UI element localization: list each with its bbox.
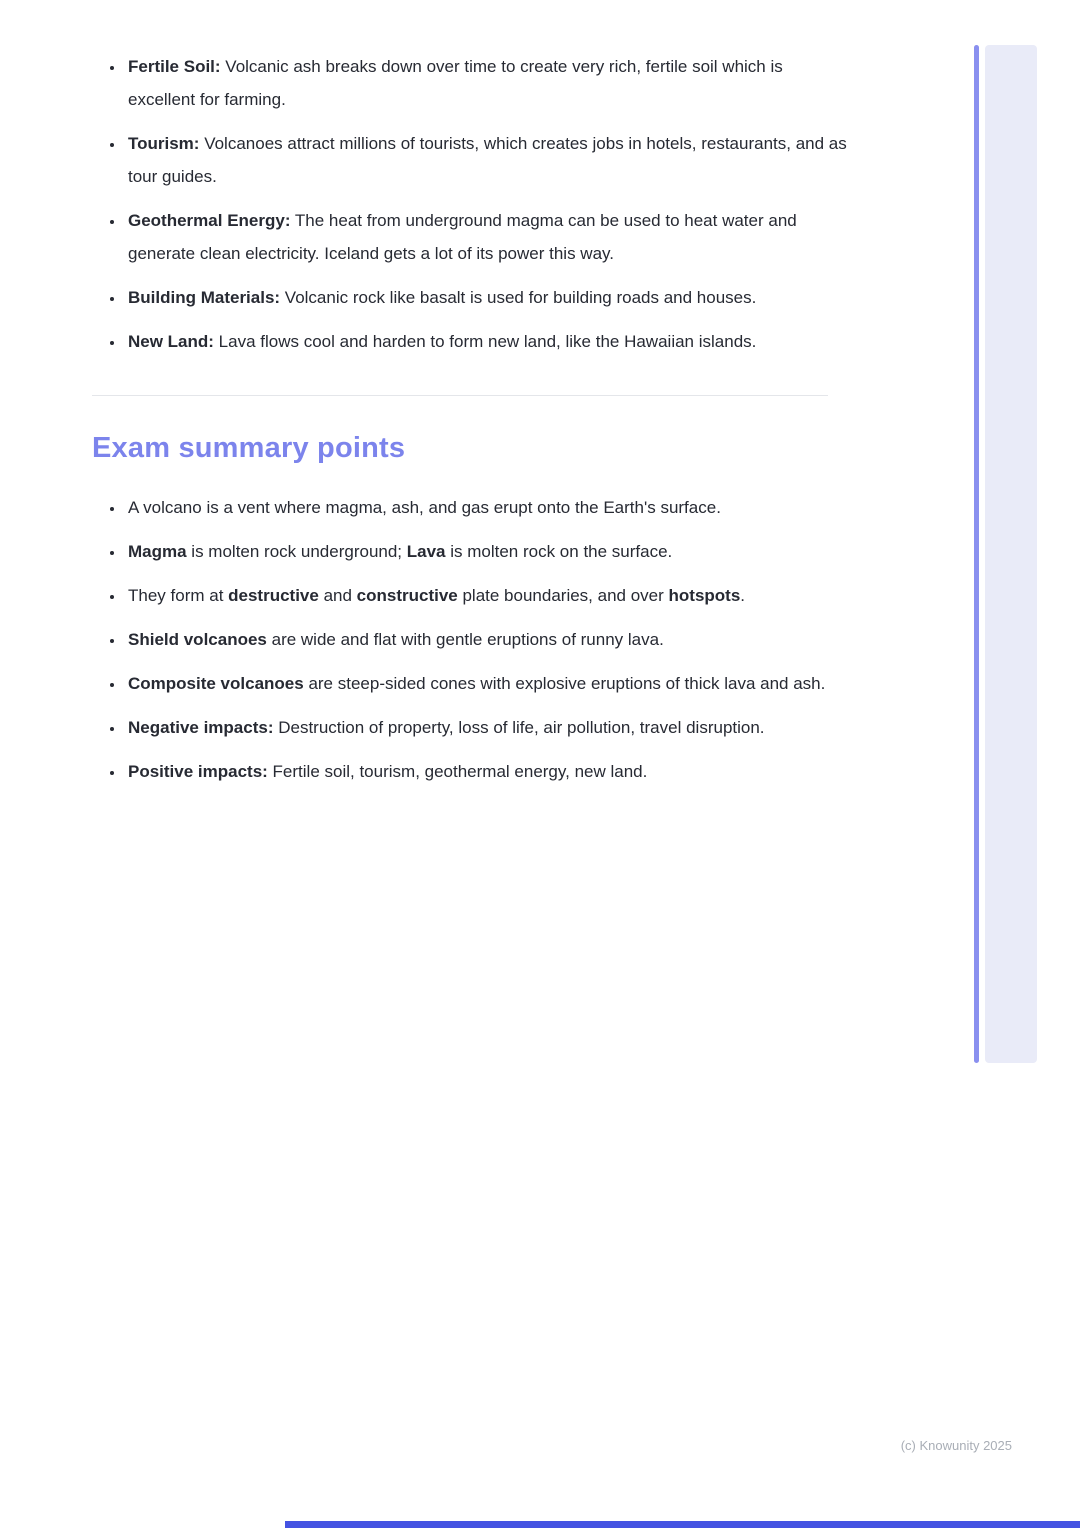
list-item — [125, 325, 848, 358]
list-item — [125, 127, 848, 193]
scrollbar-track[interactable] — [985, 45, 1037, 1063]
list-item — [125, 755, 848, 788]
scroll-indicator-line — [974, 45, 979, 1063]
list-item-text: Negative impacts: Destruction of property, loss of life, air pollution, travel disruption. — [128, 718, 765, 737]
list-item-text: They form at destructive and constructive plate boundaries, and over hotspots. — [128, 586, 746, 605]
list-item — [125, 667, 848, 700]
copyright-note: (c) Knowunity 2025 — [900, 1438, 1012, 1453]
list-item-text: Tourism: Volcanoes attract millions of tourists, which creates jobs in hotels, restaurants, and as tour guides. — [128, 134, 847, 186]
list-item — [125, 711, 848, 744]
list-item — [125, 535, 848, 568]
list-item-text: A volcano is a vent where magma, ash, and gas erupt onto the Earth's surface. — [128, 498, 721, 517]
list-item-text: New Land: Lava flows cool and harden to form new land, like the Hawaiian islands. — [128, 332, 757, 351]
list-item-text: Composite volcanoes are steep-sided cones with explosive eruptions of thick lava and ash. — [128, 674, 826, 693]
list-item-text: Magma is molten rock underground; Lava is molten rock on the surface. — [128, 542, 673, 561]
list-item — [125, 281, 848, 314]
list-item — [125, 50, 848, 116]
list-item — [125, 623, 848, 656]
document-content — [92, 50, 848, 799]
bottom-accent-bar — [285, 1521, 1080, 1528]
list-item-text: Fertile Soil: Volcanic ash breaks down over time to create very rich, fertile soil which is excellent for farming. — [128, 57, 783, 109]
list-item-text: Building Materials: Volcanic rock like basalt is used for building roads and houses. — [128, 288, 757, 307]
exam-summary-list — [92, 491, 848, 788]
section-divider — [92, 395, 828, 396]
list-item-text: Positive impacts: Fertile soil, tourism, geothermal energy, new land. — [128, 762, 648, 781]
section-heading: Exam summary points — [92, 432, 406, 464]
list-item — [125, 491, 848, 524]
list-item — [125, 204, 848, 270]
list-item-text: Shield volcanoes are wide and flat with gentle eruptions of runny lava. — [128, 630, 664, 649]
benefits-list — [92, 50, 848, 358]
list-item-text: Geothermal Energy: The heat from underground magma can be used to heat water and generate clean electricity. Iceland gets a lot of its power this way. — [128, 211, 797, 263]
list-item — [125, 579, 848, 612]
